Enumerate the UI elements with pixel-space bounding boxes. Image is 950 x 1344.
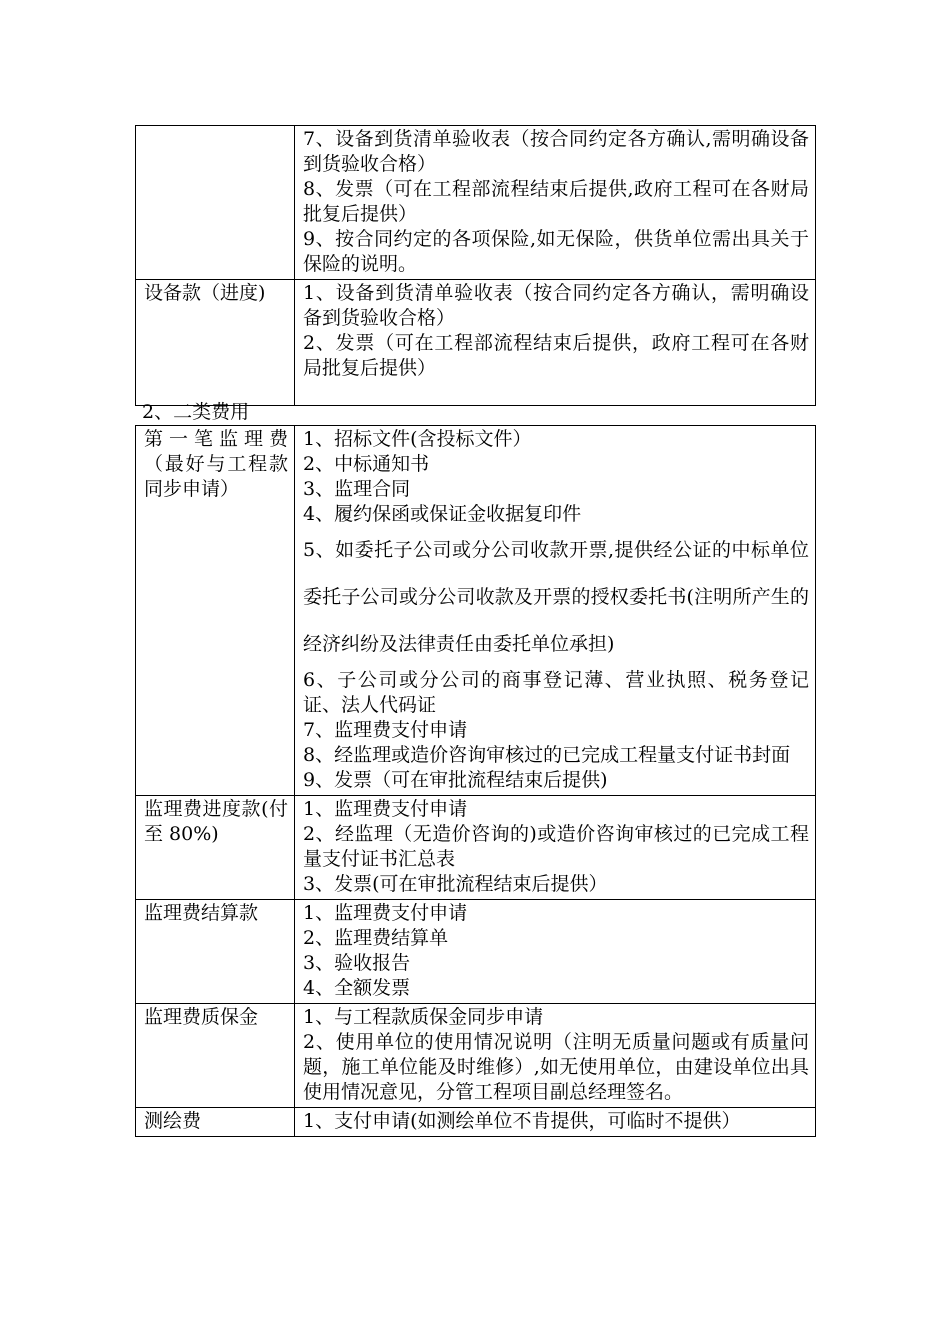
list-item: 3、验收报告 [303,952,411,974]
row-label: 监理费质保金 [136,1004,295,1108]
table-row [136,900,816,1004]
list-item: 1、监理费支付申请 [303,798,468,820]
list-item: 9、发票（可在审批流程结束后提供) [303,769,608,791]
row-label [136,126,295,280]
row-label: 设备款（进度) [136,280,295,406]
list-item: 2、发票（可在工程部流程结束后提供，政府工程可在各财局批复后提供） [303,332,809,379]
section-heading: 2、二类费用 [142,401,250,423]
list-item: 3、发票(可在审批流程结束后提供） [303,873,608,895]
requirements-table-2 [135,425,816,1137]
row-items [295,1004,816,1108]
list-item: 1、招标文件(含投标文件） [303,428,532,450]
list-item: 9、按合同约定的各项保险,如无保险，供货单位需出具关于保险的说明。 [303,228,809,275]
list-item: 7、监理费支付申请 [303,719,468,741]
list-item-note: (注明所产生的经济纠纷及法律责任由委托单位承担) [303,586,809,655]
table-row [136,796,816,900]
list-item: 2、使用单位的使用情况说明（注明无质量问题或有质量问题，施工单位能及时维修）,如无使用单位，由建设单位出具使用情况意见，分管工程项目副总经理签名。 [303,1031,809,1103]
row-items [295,126,816,280]
list-item: 2、监理费结算单 [303,927,449,949]
list-item: 7、设备到货清单验收表（按合同约定各方确认,需明确设备到货验收合格） [303,128,809,175]
list-item: 4、全额发票 [303,977,411,999]
list-item: 2、经监理（无造价咨询的)或造价咨询审核过的已完成工程量支付证书汇总表 [303,823,809,870]
table-row [136,1108,816,1137]
row-label: 第一笔监理费（最好与工程款同步申请） [136,426,295,796]
list-item [303,527,809,668]
row-items [295,900,816,1004]
row-label: 测绘费 [136,1108,295,1137]
list-item: 2、中标通知书 [303,453,430,475]
list-item-text: 5、如委托子公司或分公司收款开票,提供经公证的中标单位委托子公司或分公司收款及开票的授权委托书 [303,539,809,608]
list-item: 1、监理费支付申请 [303,902,468,924]
table-row [136,126,816,280]
row-items [295,796,816,900]
requirements-table-1 [135,125,816,406]
table-row [136,280,816,406]
row-label: 监理费结算款 [136,900,295,1004]
list-item: 8、经监理或造价咨询审核过的已完成工程量支付证书封面 [303,744,791,766]
list-item: 1、支付申请(如测绘单位不肯提供，可临时不提供） [303,1110,741,1132]
row-items [295,426,816,796]
row-items [295,1108,816,1137]
list-item: 6、子公司或分公司的商事登记薄、营业执照、税务登记证、法人代码证 [303,669,809,716]
list-item: 1、与工程款质保金同步申请 [303,1006,544,1028]
list-item: 4、履约保函或保证金收据复印件 [303,503,582,525]
list-item: 8、发票（可在工程部流程结束后提供,政府工程可在各财局批复后提供） [303,178,809,225]
list-item: 1、设备到货清单验收表（按合同约定各方确认，需明确设备到货验收合格） [303,282,809,329]
list-item: 3、监理合同 [303,478,411,500]
table-row [136,1004,816,1108]
table-row [136,426,816,796]
row-label: 监理费进度款(付至 80%) [136,796,295,900]
row-items [295,280,816,406]
